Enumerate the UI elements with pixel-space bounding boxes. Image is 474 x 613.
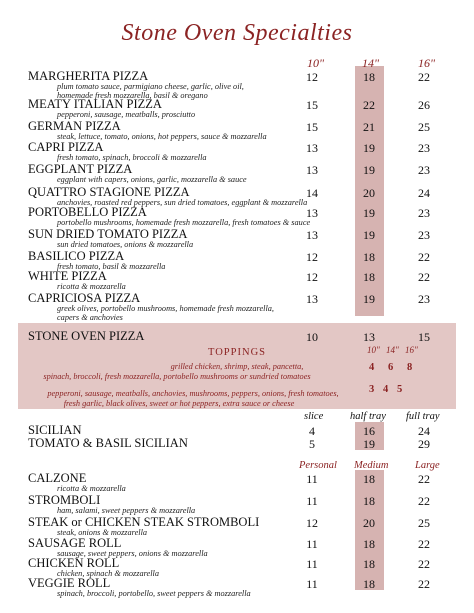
calzone-name: CHICKEN ROLL	[28, 556, 120, 570]
pizza-price-16: 23	[418, 141, 430, 155]
pizza-description: eggplant with capers, onions, garlic, mozzarella & sauce	[57, 175, 247, 184]
pizza-price-14: 18	[363, 270, 375, 284]
pizza-price-14: 19	[363, 206, 375, 220]
pizza-price-10: 14	[306, 186, 318, 200]
calzone-price-personal: 11	[306, 472, 318, 486]
pizza-price-16: 22	[418, 70, 430, 84]
size-header-14: 14"	[362, 56, 380, 70]
calzone-description: sausage, sweet peppers, onions & mozzarella	[57, 549, 208, 558]
pizza-name: QUATTRO STAGIONE PIZZA	[28, 185, 190, 199]
size-header-16: 16"	[418, 56, 436, 70]
pizza-price-16: 24	[418, 186, 430, 200]
pizza-name: CAPRICIOSA PIZZA	[28, 291, 141, 305]
toppings-group2-line2: fresh garlic, black olives, sweet or hot peppers, extra sauce or cheese	[63, 399, 295, 408]
calzone-price-medium: 18	[363, 537, 375, 551]
calzone-price-medium: 20	[363, 516, 375, 530]
sicilian-header-half-tray: half tray	[350, 411, 386, 422]
pizza-description: fresh tomato, spinach, broccoli & mozzarella	[57, 153, 207, 162]
pizza-description: sun dried tomatoes, onions & mozzarella	[57, 240, 194, 249]
pizza-price-10: 13	[306, 292, 318, 306]
toppings-group1-price-16: 8	[407, 362, 413, 373]
calzone-price-personal: 11	[306, 494, 318, 508]
menu-title: Stone Oven Specialties	[121, 20, 353, 46]
sicilian-header-full-tray: full tray	[406, 411, 440, 422]
calzone-price-large: 22	[418, 537, 430, 551]
sicilian-price-slice: 4	[309, 424, 315, 438]
pizza-price-14: 19	[363, 292, 375, 306]
toppings-title: TOPPINGS	[208, 347, 266, 358]
toppings-group1-price-10: 4	[369, 362, 375, 373]
pizza-name: CAPRI PIZZA	[28, 140, 104, 154]
calzone-name: STEAK or CHICKEN STEAK STROMBOLI	[28, 515, 260, 529]
pizza-description: ricotta & mozzarella	[57, 282, 126, 291]
calzone-price-large: 22	[418, 472, 430, 486]
calzone-description: steak, onions & mozzarella	[57, 528, 148, 537]
calzone-price-large: 22	[418, 494, 430, 508]
pizza-name: BASILICO PIZZA	[28, 249, 125, 263]
calzone-price-large: 25	[418, 516, 430, 530]
pizza-price-10: 13	[306, 228, 318, 242]
stone-oven-price-10: 10	[306, 330, 318, 344]
pizza-price-16: 23	[418, 206, 430, 220]
pizza-price-10: 12	[306, 70, 318, 84]
pizza-price-16: 23	[418, 163, 430, 177]
pizza-name: WHITE PIZZA	[28, 269, 107, 283]
pizza-price-10: 12	[306, 250, 318, 264]
calzone-header-medium: Medium	[354, 460, 389, 471]
pizza-price-16: 22	[418, 250, 430, 264]
pizza-price-14: 18	[363, 70, 375, 84]
calzone-name: SAUSAGE ROLL	[28, 536, 122, 550]
calzone-price-medium: 18	[363, 494, 375, 508]
toppings-group1-line1: grilled chicken, shrimp, steak, pancetta,	[170, 362, 304, 371]
size-header-10: 10"	[307, 56, 325, 70]
calzone-name: CALZONE	[28, 471, 87, 485]
calzone-price-medium: 18	[363, 557, 375, 571]
toppings-group1-line2: spinach, broccoli, fresh mozzarella, portobello mushrooms or sundried tomatoes	[43, 372, 311, 381]
pizza-price-16: 23	[418, 228, 430, 242]
sicilian-price-full: 24	[418, 424, 430, 438]
pizza-name: SUN DRIED TOMATO PIZZA	[28, 227, 188, 241]
sicilian-price-full: 29	[418, 437, 430, 451]
pizza-price-14: 19	[363, 141, 375, 155]
pizza-name: GERMAN PIZZA	[28, 119, 121, 133]
pizza-price-14: 19	[363, 163, 375, 177]
pizza-description: greek olives, portobello mushrooms, homemade fresh mozzarella, capers & anchovies	[57, 304, 274, 322]
pizza-description: fresh tomato, basil & mozzarella	[57, 262, 166, 271]
pizza-description: plum tomato sauce, parmigiano cheese, garlic, olive oil, homemade fresh mozzarella, basil & oregano	[57, 82, 244, 100]
sicilian-price-half: 19	[363, 437, 375, 451]
sicilian-name: SICILIAN	[28, 423, 82, 437]
calzone-price-large: 22	[418, 557, 430, 571]
pizza-price-10: 15	[306, 98, 318, 112]
calzone-price-medium: 18	[363, 577, 375, 591]
pizza-price-14: 22	[363, 98, 375, 112]
pizza-price-14: 21	[363, 120, 375, 134]
toppings-group2-price-10: 3	[369, 384, 375, 395]
stone-oven-price-16: 15	[418, 330, 430, 344]
stone-oven-price-14: 13	[363, 330, 375, 344]
pizza-price-10: 13	[306, 206, 318, 220]
pizza-price-10: 15	[306, 120, 318, 134]
pizza-price-16: 22	[418, 270, 430, 284]
calzone-description: chicken, spinach & mozzarella	[57, 569, 160, 578]
pizza-name: MARGHERITA PIZZA	[28, 69, 149, 83]
calzone-description: spinach, broccoli, portobello, sweet peppers & mozzarella	[57, 589, 251, 598]
pizza-description: steak, lettuce, tomato, onions, hot peppers, sauce & mozzarella	[57, 132, 267, 141]
pizza-name: EGGPLANT PIZZA	[28, 162, 133, 176]
toppings-size-14: 14"	[386, 345, 399, 355]
calzone-price-medium: 18	[363, 472, 375, 486]
toppings-group2-price-16: 5	[397, 384, 403, 395]
toppings-group2-price-14: 4	[383, 384, 389, 395]
pizza-description: anchovies, roasted red peppers, sun dried tomatoes, eggplant & mozzarella	[57, 198, 308, 207]
calzone-price-personal: 11	[306, 577, 318, 591]
calzone-name: VEGGIE ROLL	[28, 576, 111, 590]
pizza-name: MEATY ITALIAN PIZZA	[28, 97, 162, 111]
pizza-price-10: 13	[306, 163, 318, 177]
sicilian-name: TOMATO & BASIL SICILIAN	[28, 436, 188, 450]
pizza-price-10: 13	[306, 141, 318, 155]
toppings-size-16: 16"	[405, 345, 418, 355]
sicilian-header-slice: slice	[304, 411, 324, 422]
calzone-price-large: 22	[418, 577, 430, 591]
calzone-header-personal: Personal	[299, 460, 337, 471]
pizza-price-10: 12	[306, 270, 318, 284]
pizza-price-14: 19	[363, 228, 375, 242]
calzone-header-large: Large	[415, 460, 440, 471]
calzone-description: ham, salami, sweet peppers & mozzarella	[57, 506, 196, 515]
sicilian-price-slice: 5	[309, 437, 315, 451]
pizza-price-14: 18	[363, 250, 375, 264]
pizza-price-14: 20	[363, 186, 375, 200]
toppings-group1-price-14: 6	[388, 362, 394, 373]
pizza-description: pepperoni, sausage, meatballs, prosciutto	[57, 110, 196, 119]
pizza-description: portobello mushrooms, homemade fresh mozzarella, fresh tomatoes & sauce	[57, 218, 311, 227]
calzone-price-personal: 12	[306, 516, 318, 530]
pizza-price-16: 26	[418, 98, 430, 112]
sicilian-price-half: 16	[363, 424, 375, 438]
toppings-group2-line1: pepperoni, sausage, meatballs, anchovies, mushrooms, peppers, onions, fresh tomatoes,	[47, 389, 339, 398]
pizza-price-16: 23	[418, 292, 430, 306]
pizza-name: PORTOBELLO PIZZA	[28, 205, 147, 219]
calzone-price-personal: 11	[306, 537, 318, 551]
toppings-size-10: 10"	[367, 345, 380, 355]
calzone-name: STROMBOLI	[28, 493, 101, 507]
pizza-price-16: 25	[418, 120, 430, 134]
calzone-price-personal: 11	[306, 557, 318, 571]
calzone-description: ricotta & mozzarella	[57, 484, 126, 493]
stone-oven-pizza-name: STONE OVEN PIZZA	[28, 329, 145, 343]
